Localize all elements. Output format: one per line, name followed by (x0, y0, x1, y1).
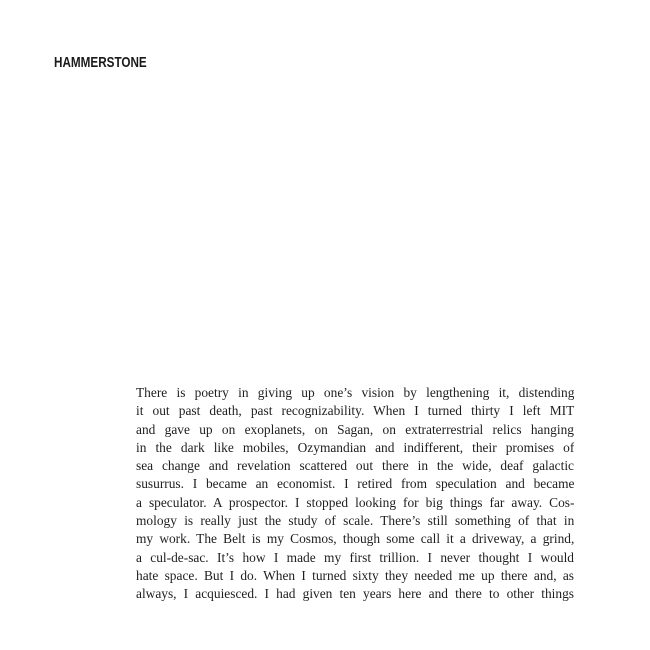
running-head: HAMMERSTONE (54, 54, 147, 71)
body-paragraph (136, 384, 574, 604)
paragraph-line: my work. The Belt is my Cosmos, though some call it a driveway, a grind, (136, 531, 574, 547)
paragraph-line: a speculator. A prospector. I stopped looking for big things far away. Cos- (136, 494, 574, 510)
paragraph-line: sea change and revelation scattered out there in the wide, deaf galactic (136, 458, 574, 474)
paragraph-line: susurrus. I became an economist. I retired from speculation and became (136, 476, 574, 492)
paragraph-line: always, I acquiesced. I had given ten years here and there to other things (136, 586, 574, 602)
paragraph-line: a cul-de-sac. It’s how I made my first trillion. I never thought I would (136, 549, 574, 565)
paragraph-line: hate space. But I do. When I turned sixty they needed me up there and, as (136, 567, 574, 583)
paragraph-line: and gave up on exoplanets, on Sagan, on extraterrestrial relics hanging (136, 421, 574, 437)
paragraph-line: in the dark like mobiles, Ozymandian and indifferent, their promises of (136, 439, 574, 455)
paragraph-line: There is poetry in giving up one’s vision by lengthening it, distending (136, 385, 574, 400)
paragraph-line: it out past death, past recognizability. When I turned thirty I left MIT (136, 403, 574, 419)
paragraph-line: mology is really just the study of scale. There’s still something of that in (136, 513, 574, 529)
